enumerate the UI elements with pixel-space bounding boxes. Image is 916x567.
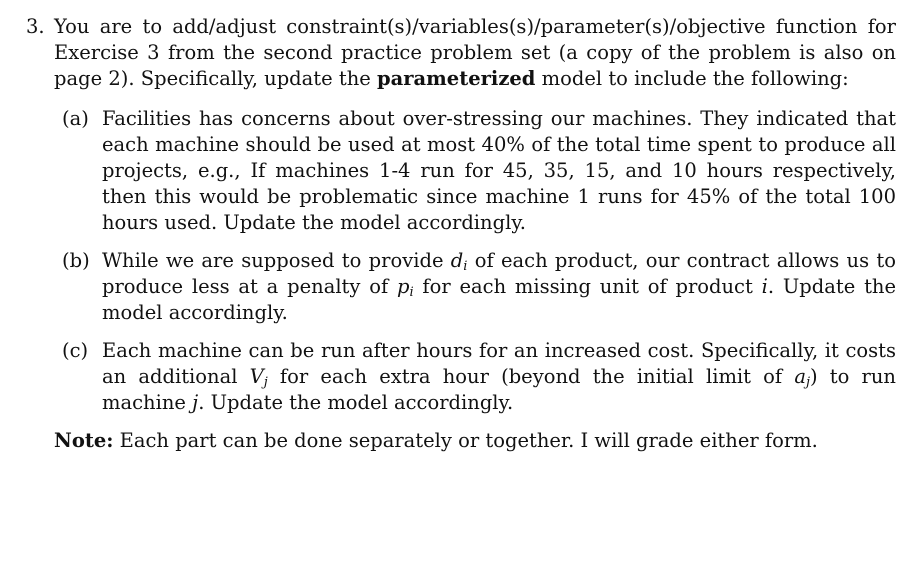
- part-b-text-3: for each missing unit of product: [413, 275, 762, 298]
- part-b-text-1: While we are supposed to provide: [102, 249, 451, 272]
- part-c-label: (c): [62, 339, 89, 362]
- sub-p: i: [409, 285, 414, 300]
- intro-text-2: model to include the following:: [535, 67, 849, 90]
- part-c-text-1: Each machine can be run after hours for an increased cost. Specifically, it costs an additional: [102, 339, 896, 388]
- var-i: i: [761, 275, 768, 298]
- part-c-text-4: . Update the model accordingly.: [198, 391, 514, 414]
- part-b-text-2: of each product, our contract allows us to produce less at a penalty of: [102, 249, 896, 298]
- part-b-text-4: . Update the model accordingly.: [102, 275, 897, 324]
- part-c-text-2: for each extra hour (beyond the initial limit of: [267, 365, 795, 388]
- sub-d: i: [463, 259, 468, 274]
- problem-number: 3.: [26, 15, 45, 38]
- intro-text-1: You are to add/adjust constraint(s)/variables(s)/parameter(s)/objective function for Exercise 3 from the second practice problem set (a copy of the problem is also on page 2). Specifically, update the: [54, 15, 896, 90]
- var-V: V: [249, 365, 264, 388]
- part-c-text: [102, 338, 896, 416]
- part-b-text: [102, 248, 896, 326]
- part-a-label: (a): [62, 107, 89, 130]
- note: [54, 428, 896, 454]
- sub-a: j: [805, 375, 810, 390]
- part-a-text: Facilities has concerns about over-stressing our machines. They indicated that each machine should be used at most 40% of the total time spent to produce all projects, e.g., If machines 1-4 run for 45, 35, 15, and 10 hours respectively, then this would be problematic since machine 1 runs for 45% of the total 100 hours used. Update the model accordingly.: [102, 107, 896, 234]
- intro-bold-term: parameterized: [377, 67, 536, 90]
- part-c: [62, 338, 896, 416]
- var-a: a: [794, 365, 806, 388]
- part-a: [62, 106, 896, 236]
- var-d: d: [450, 249, 464, 272]
- part-b: [62, 248, 896, 326]
- part-c-text-3: ) to run machine: [102, 365, 896, 414]
- note-label: Note:: [54, 429, 114, 452]
- parts-list: [62, 106, 896, 416]
- problem-3: [26, 14, 896, 454]
- var-j: j: [192, 391, 199, 414]
- part-b-label: (b): [62, 249, 90, 272]
- sub-V: j: [263, 375, 268, 390]
- var-p: p: [396, 275, 410, 298]
- note-text: Each part can be done separately or together. I will grade either form.: [113, 429, 818, 452]
- problem-intro: [54, 14, 896, 92]
